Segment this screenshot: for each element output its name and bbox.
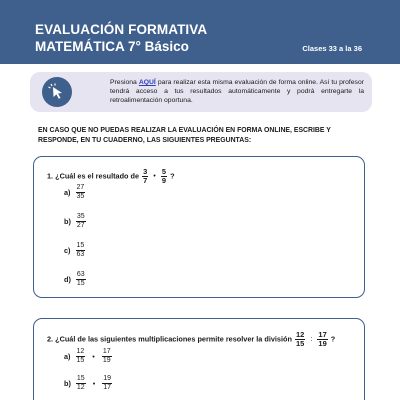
fraction: $\frac{17}{19}$ — [318, 330, 327, 348]
fraction: $\frac{5}{9}$ — [161, 167, 167, 185]
question-2-text: 2. ¿Cuál de las siguientes multiplicaciones permite resolver la división $\frac{12}{15}$ : $\frac{17}{19}$ ? — [47, 330, 336, 348]
option-c[interactable]: c) $\frac{15}{63}$ — [64, 242, 85, 258]
option-b[interactable]: b) $\frac{15}{12}$ • $\frac{19}{17}$ — [64, 375, 112, 391]
cursor-click-icon — [42, 77, 72, 107]
header-subject: MATEMÁTICA 7° Básico — [35, 39, 189, 54]
instructions: EN CASO QUE NO PUEDAS REALIZAR LA EVALUACIÓN EN FORMA ONLINE, ESCRIBE Y RESPONDE, EN TU CUADERNO, LAS SIGUIENTES PREGUNTAS: — [38, 127, 331, 144]
question-1-text: 1. ¿Cuál es el resultado de $\frac{3}{7}$ • $\frac{5}{9}$ ? — [47, 167, 175, 185]
option-b[interactable]: b) $\frac{35}{27}$ — [64, 213, 85, 229]
header-banner — [0, 0, 400, 64]
option-a[interactable]: a) $\frac{12}{15}$ • $\frac{17}{19}$ — [64, 348, 111, 364]
online-notice — [30, 72, 372, 112]
fraction: $\frac{3}{7}$ — [143, 167, 148, 185]
online-link[interactable]: AQUÍ — [138, 79, 156, 86]
notice-text: Presiona AQUÍ para realizar esta misma evaluación de forma online. Así tu profesor tendrá acceso a tus resultados automáticamente y podrá entregarte la retroalimentación oportuna. — [110, 79, 364, 105]
question-1-card — [33, 156, 365, 298]
question-2-card — [33, 318, 365, 400]
option-d[interactable]: d) $\frac{63}{15}$ — [64, 271, 85, 287]
fraction: $\frac{12}{15}$ — [295, 330, 305, 348]
header-title: EVALUACIÓN FORMATIVA — [35, 22, 208, 37]
header-classes: Clases 33 a la 36 — [302, 44, 362, 53]
option-a[interactable]: a) $\frac{27}{35}$ — [64, 184, 85, 200]
